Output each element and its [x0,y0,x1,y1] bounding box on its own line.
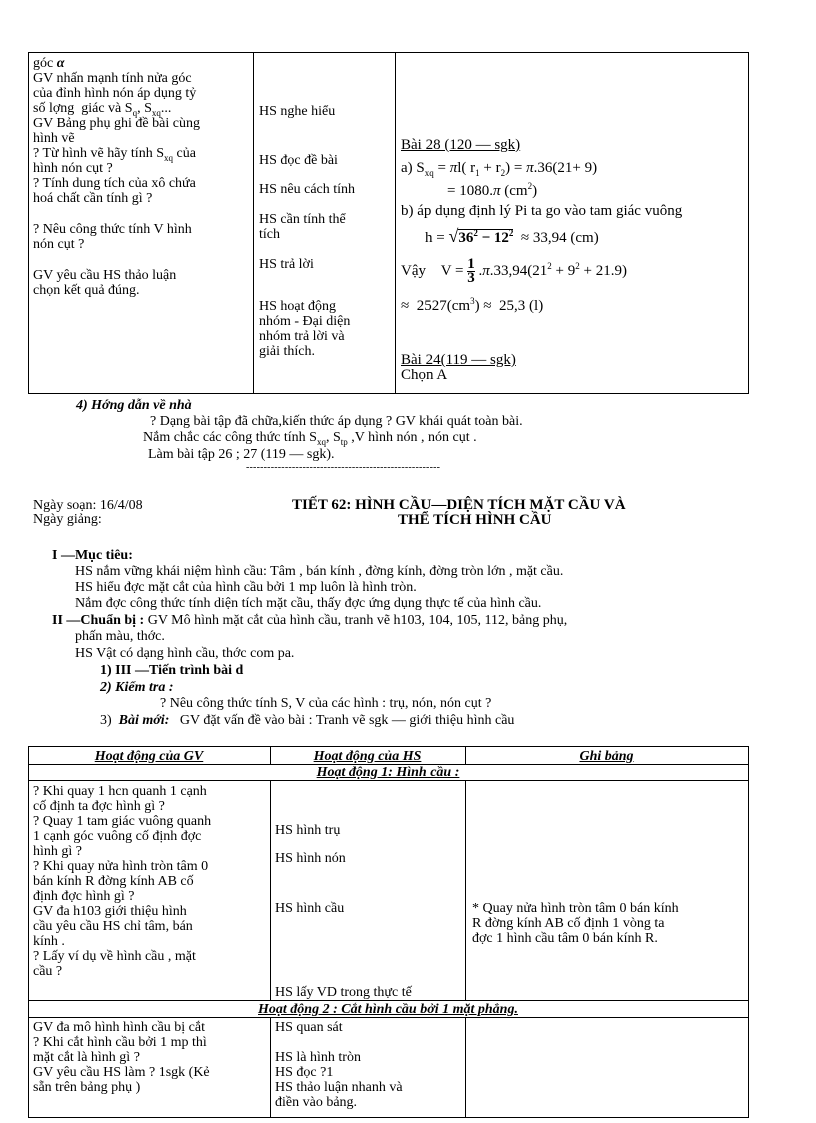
text-line: nón cụt ? [33,237,85,252]
homework-line: Làm bài tập 26 ; 27 (119 — sgk). [148,447,335,462]
text-line: hình vẽ [33,131,75,146]
date-taught: Ngày giảng: [33,512,102,527]
formula-sxq: a) $S_{xq} = \pi l$( $r_1 + r_2) = \pi.36(21+ 9)$ [401,160,598,178]
activity-1-gv [33,784,211,979]
step-1: 1) III —Tiến trình bài d [100,663,244,678]
text-line: giải thích. [259,344,315,359]
text-line: ? Tính dung tích của xô chứa [33,176,196,191]
objective-line: Nắm đợc công thức tính diện tích mặt cầu, thấy đợc ứng dụng thực tế của hình cầu. [75,596,542,611]
objective-line: HS hiểu đợc mặt cắt của hình cầu bởi 1 mp luôn là hình tròn. [75,580,417,595]
formula-sxq-result: = 1080.π $(cm^2)$ [447,181,538,199]
step-2-question: ? Nêu công thức tính S, V của các hình : trụ, nón, nón cụt ? [160,696,492,711]
text-line: điền vào bảng. [275,1095,358,1110]
text-line: góc α [33,56,65,71]
text-line: HS đọc ?1 [275,1065,334,1080]
section-preparation [52,613,567,628]
text-line: ? Nêu công thức tính V hình [33,222,192,237]
exercise-24-title: Bài 24(119 — sgk) [401,352,516,368]
text-line: định đợc hình gì ? [33,889,135,904]
header-gv: Hoạt động của GV [94,749,204,764]
homework-line: ? Dạng bài tập đã chữa,kiến thức áp dụng ? GV khái quát toàn bài. [150,414,523,429]
section-objectives-heading: I —Mục tiêu: [52,548,133,563]
text-line: ? Lấy ví dụ về hình cầu , mặt [33,949,196,964]
text-line: 1 cạnh góc vuông cố định đợc [33,829,202,844]
text-line: GV đa h103 giới thiệu hình [33,904,187,919]
text-line: đợc 1 hình cầu tâm 0 bán kính R. [472,931,658,946]
text-line: sẵn trên bảng phụ ) [33,1080,141,1095]
text-line: số lợng giác và $S_q$, $S_{xq}$... [33,101,172,118]
homework-heading: 4) Hớng dẫn về nhà [76,398,192,413]
text-line: ? Khi cắt hình cầu bởi 1 mp thì [33,1035,207,1050]
text-line: HS thảo luận nhanh và [275,1080,403,1095]
lesson-title: TIẾT 62: HÌNH CẦU—DIỆN TÍCH MẶT CẦU VÀ [292,497,626,513]
activity-1-hs: HS hình nón [275,851,346,866]
text-line: R đờng kính AB cố định 1 vòng ta [472,916,665,931]
text-line: tích [259,227,280,242]
text-line: nhóm - Đại diện [259,314,351,329]
activity-1-hs: HS lấy VD trong thực tế [275,985,412,1000]
step-3-text: GV đặt vấn đề vào bài : Tranh vẽ sgk — giới thiệu hình cầu [179,713,515,728]
text-line: GV yêu cầu HS thảo luận [33,268,177,283]
text-line: HS đọc đề bài [259,153,338,168]
text-line: của đỉnh hình nón áp dụng tỷ [33,86,197,101]
section-preparation-heading: II —Chuẩn bị : [52,613,145,628]
top-col-hs [259,104,355,359]
exercise-24-answer: Chọn A [401,367,448,383]
preparation-line: HS Vật có dạng hình cầu, thớc com pa. [75,646,295,661]
text-line: HS nghe hiểu [259,104,336,119]
text-line: HS quan sát [275,1020,343,1035]
activity-1-hs: HS hình cầu [275,901,345,916]
text-line: hình nón cụt ? [33,161,113,176]
text-line: hoá chất cần tính gì ? [33,191,153,206]
text-line: HS nêu cách tính [259,182,356,197]
text-line: GV nhấn mạnh tính nửa góc [33,71,192,86]
step-3-number: 3) [100,713,112,728]
text-line: hình gì ? [33,844,82,859]
homework-line: Nắm chắc các công thức tính $S_{xq}$, $S_{tp}$ ,V hình nón , nón cụt . [143,430,477,447]
top-col-board [401,138,682,383]
preparation-line: GV Mô hình mặt cắt của hình cầu, tranh vẽ h103, 104, 105, 112, bảng phụ, [147,613,568,628]
text-line: mặt cắt là hình gì ? [33,1050,140,1065]
formula-h: $h = √36^2 - 12^2 \approx 33,94$ (cm) [425,226,599,246]
text-line: ? Khi quay nửa hình tròn tâm 0 [33,859,209,874]
step-2: 2) Kiểm tra : [100,680,174,695]
header-hs: Hoạt động của HS [313,749,422,764]
activity-1-hs: HS hình trụ [275,823,341,838]
objective-line: HS nắm vững khái niệm hình cầu: Tâm , bán kính , đờng kính, đờng tròn lớn , mặt cầu. [75,564,564,579]
step-3 [100,713,514,728]
preparation-line: phấn màu, thớc. [75,629,165,644]
formula-volume: Vậy V = $\frac{1}{3}$ $.\pi.33,94(21^2 + 9^2 + 21.9)$ [401,256,627,286]
top-col-gv [33,56,200,298]
separator: ------------------------------------------------------- [246,462,441,473]
text-line: cố định ta đợc hình gì ? [33,799,165,814]
text-line: HS trả lời [259,257,314,272]
text-line: * Quay nửa hình tròn tâm 0 bán kính [472,901,679,916]
text-line: kính . [33,934,65,949]
text-line: GV yêu cầu HS làm ? 1sgk (Kẻ [33,1065,210,1080]
text-line: bán kính R đờng kính AB cố [33,874,194,889]
text-line: GV đa mô hình hình cầu bị cắt [33,1020,205,1035]
date-prepared: Ngày soạn: 16/4/08 [33,498,143,513]
activity-1-note [472,901,679,946]
activity-2-gv [33,1020,210,1095]
exercise-28-title: Bài 28 (120 — sgk) [401,137,521,153]
formula-pythagoras: b) áp dụng định lý Pi ta go vào tam giác vuông [401,203,683,219]
step-3-label: Bài mới: [118,713,170,728]
text-line: HS là hình tròn [275,1050,361,1065]
lesson-title-line2: THỂ TÍCH HÌNH CẦU [398,512,552,528]
text-line: nhóm trả lời và [259,329,345,344]
text-line: ? Từ hình vẽ hãy tính $S_{xq}$ của [33,146,196,163]
text-line: ? Quay 1 tam giác vuông quanh [33,814,212,829]
text-line: HS hoạt động [259,299,336,314]
formula-approx: ≈ $2527(cm^3) \approx 25,3$ (l) [401,296,544,314]
text-line: cầu yêu cầu HS chỉ tâm, bán [33,919,193,934]
text-line: HS cần tính thể [259,212,346,227]
activity-1-title: Hoạt động 1: Hình cầu : [316,765,460,780]
activity-2-title: Hoạt động 2 : Cắt hình cầu bởi 1 mặt phẳng. [258,1002,518,1017]
text-line: ? Khi quay 1 hcn quanh 1 cạnh [33,784,207,799]
header-board: Ghi bảng [579,749,634,764]
text-line: cầu ? [33,964,63,979]
text-line: chọn kết quả đúng. [33,283,140,298]
activity-2-hs [275,1020,403,1110]
text-line: GV Bảng phụ ghi đề bài cùng [33,116,200,131]
